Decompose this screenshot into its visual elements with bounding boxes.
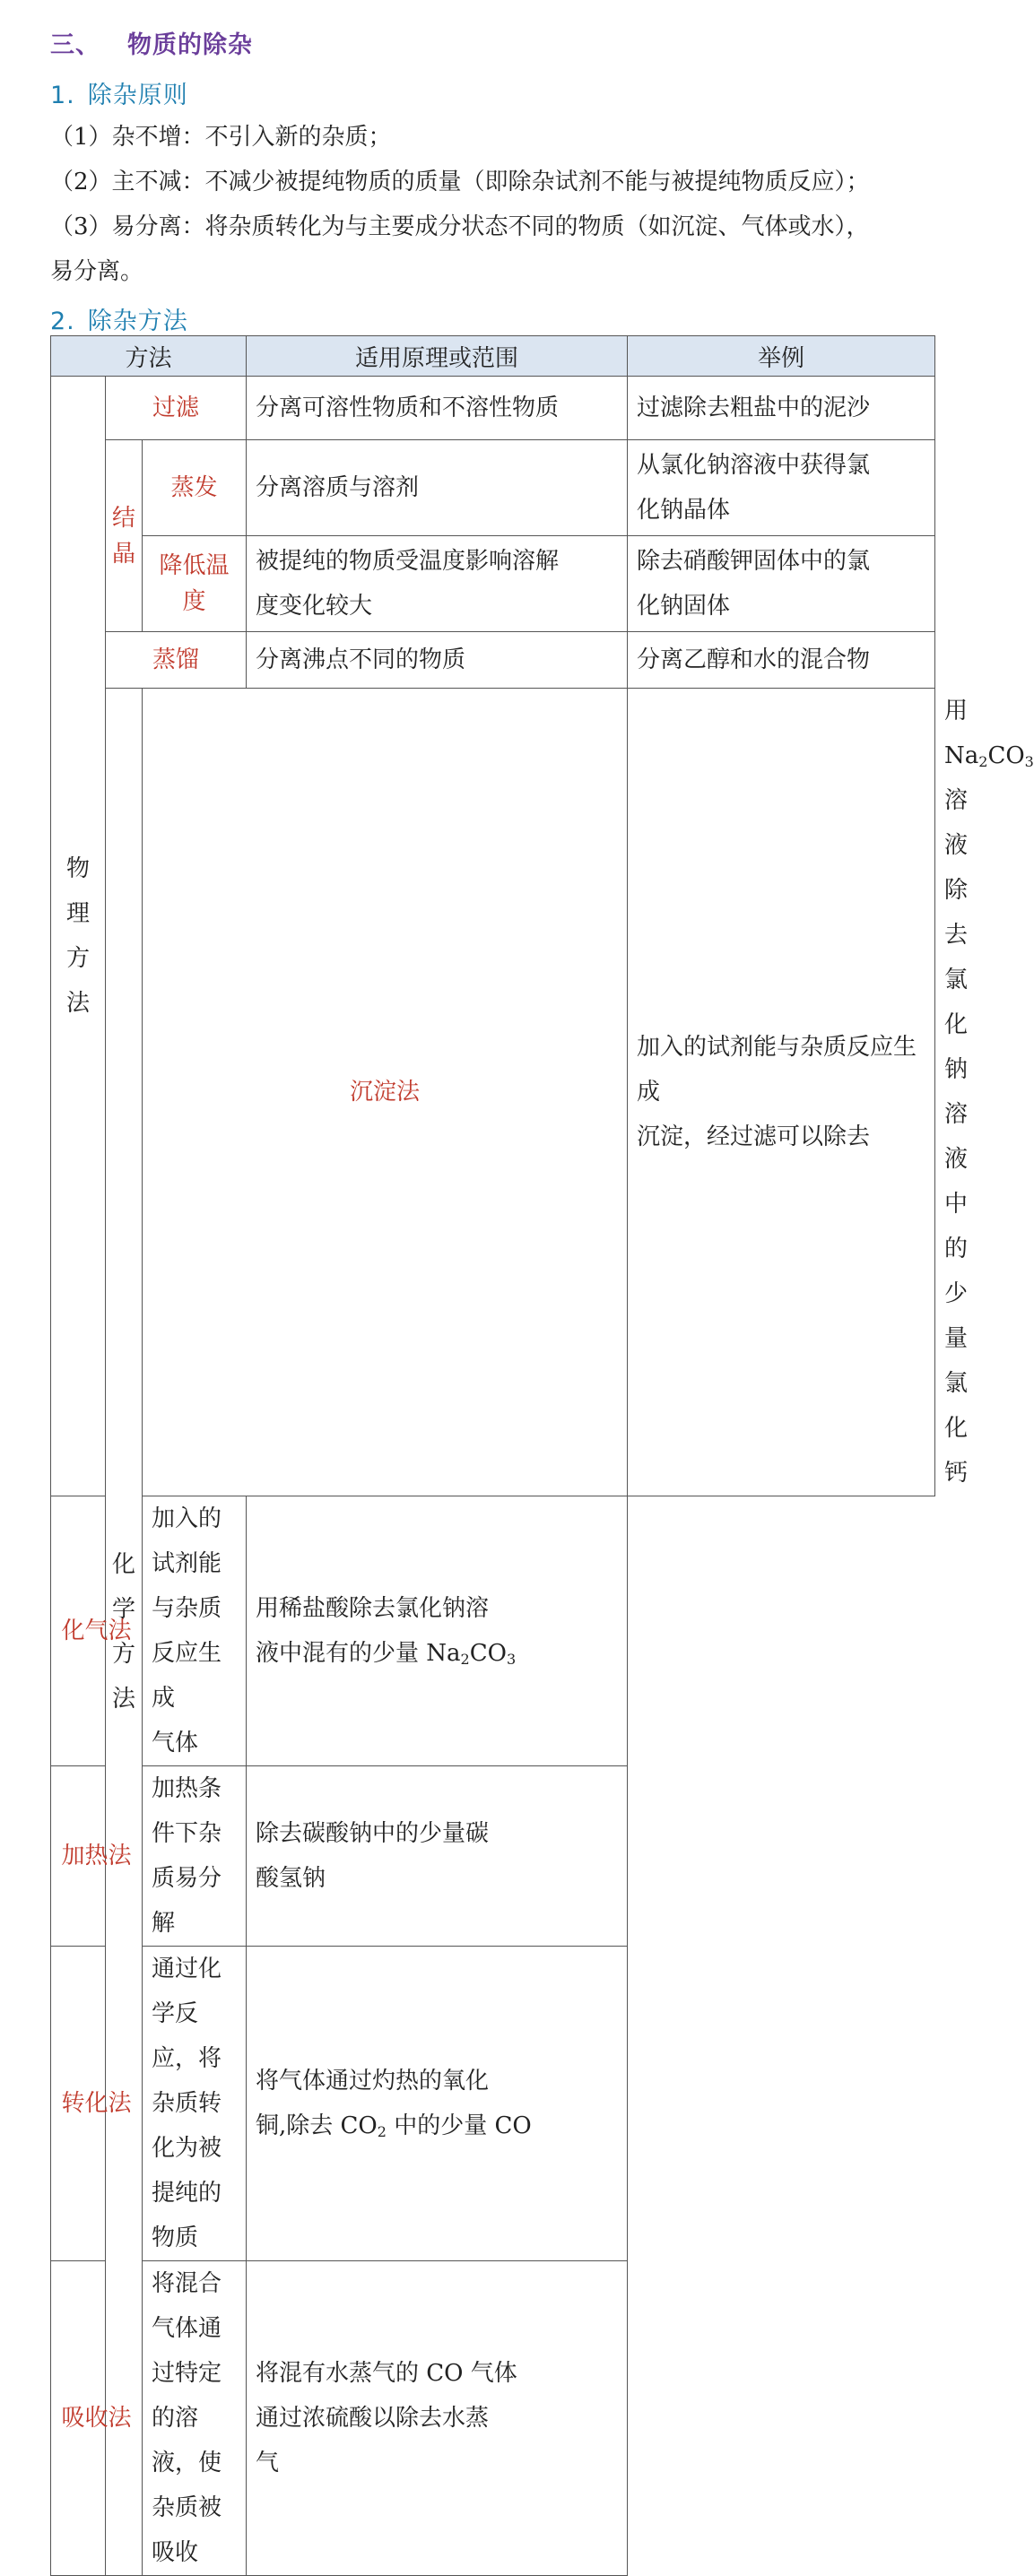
table-row [51,1766,935,1947]
header-principle: 适用原理或范围 [247,336,628,377]
principle-filter: 分离可溶性物质和不溶性物质 [247,377,628,440]
method-precipitation: 沉淀法 [143,689,628,1496]
example-conversion: 将气体通过灼热的氧化 铜,除去 $CO_2$ 中的少量 CO [247,1947,628,2261]
principle-conversion: 通过化学反应，将杂质转化为被 提纯的物质 [143,1947,247,2261]
example-absorption: 将混有水蒸气的 CO 气体 通过浓硫酸以除去水蒸 气 [247,2261,628,2576]
table-header-row [51,336,935,377]
principle-2: （2）主不减：不减少被提纯物质的质量（即除杂试剂不能与被提纯物质反应）； [50,169,870,195]
methods-table [50,335,1034,2576]
category-chemical: 化学方法 [106,689,143,2576]
table-row [51,1496,935,1766]
example-evaporation: 从氯化钠溶液中获得氯 化钠晶体 [628,440,935,536]
table-row [51,632,935,689]
header-example: 举例 [628,336,935,377]
principles-number: 1. [50,82,75,109]
methods-number: 2. [50,308,75,335]
method-conversion: 转化法 [51,1947,143,2261]
methods-heading-text: 除杂方法 [87,308,188,335]
principle-gas: 加入的试剂能与杂质反应生成 气体 [143,1496,247,1766]
table-row [51,536,935,632]
example-distillation: 分离乙醇和水的混合物 [628,632,935,689]
table-row [51,377,935,440]
principle-cooling: 被提纯的物质受温度影响溶解 度变化较大 [247,536,628,632]
example-gas: 用稀盐酸除去氯化钠溶 液中混有的少量 $Na_2CO_3$ [247,1496,628,1766]
method-distillation: 蒸馏 [106,632,247,689]
example-cooling: 除去硝酸钾固体中的氯 化钠固体 [628,536,935,632]
header-method: 方法 [51,336,247,377]
method-absorption: 吸收法 [51,2261,143,2576]
principles-heading-text: 除杂原则 [87,82,188,109]
category-physical: 物理方法 [51,377,106,1496]
principle-1: （1）杂不增：不引入新的杂质； [50,124,392,151]
method-cooling: 降低温 度 [143,536,247,632]
method-evaporation: 蒸发 [143,440,247,536]
section-number: 三、 [50,31,100,59]
principle-evaporation: 分离溶质与溶剂 [247,440,628,536]
methods-heading [50,301,188,336]
method-gas: 化气法 [51,1496,143,1766]
principle-precipitation: 加入的试剂能与杂质反应生成 沉淀，经过滤可以除去 [628,689,935,1496]
method-filter: 过滤 [106,377,247,440]
method-heating: 加热法 [51,1766,143,1947]
principle-3: （3）易分离：将杂质转化为与主要成分状态不同的物质（如沉淀、气体或水）， [50,213,870,240]
example-filter: 过滤除去粗盐中的泥沙 [628,377,935,440]
table-row [51,440,935,536]
table-row [51,1947,935,2261]
principle-absorption: 将混合气体通过特定的溶液，使 杂质被吸收 [143,2261,247,2576]
table-row: 化学方法 沉淀法 加入的试剂能与杂质反应生成 沉淀，经过滤可以除去 用 $Na_2CO_3$ 溶液除去氯化 钠溶液中的少量氯化钙 [51,689,935,1496]
section-title-text: 物质的除杂 [127,31,253,59]
principle-heating: 加热条件下杂质易分解 [143,1766,247,1947]
principle-distillation: 分离沸点不同的物质 [247,632,628,689]
table-row [51,2261,935,2576]
principle-3-continued: 易分离。 [50,258,144,285]
principles-heading [50,75,188,110]
example-heating: 除去碳酸钠中的少量碳 酸氢钠 [247,1766,628,1947]
subcategory-crystallization: 结晶 [106,440,143,632]
section-title [50,25,253,60]
